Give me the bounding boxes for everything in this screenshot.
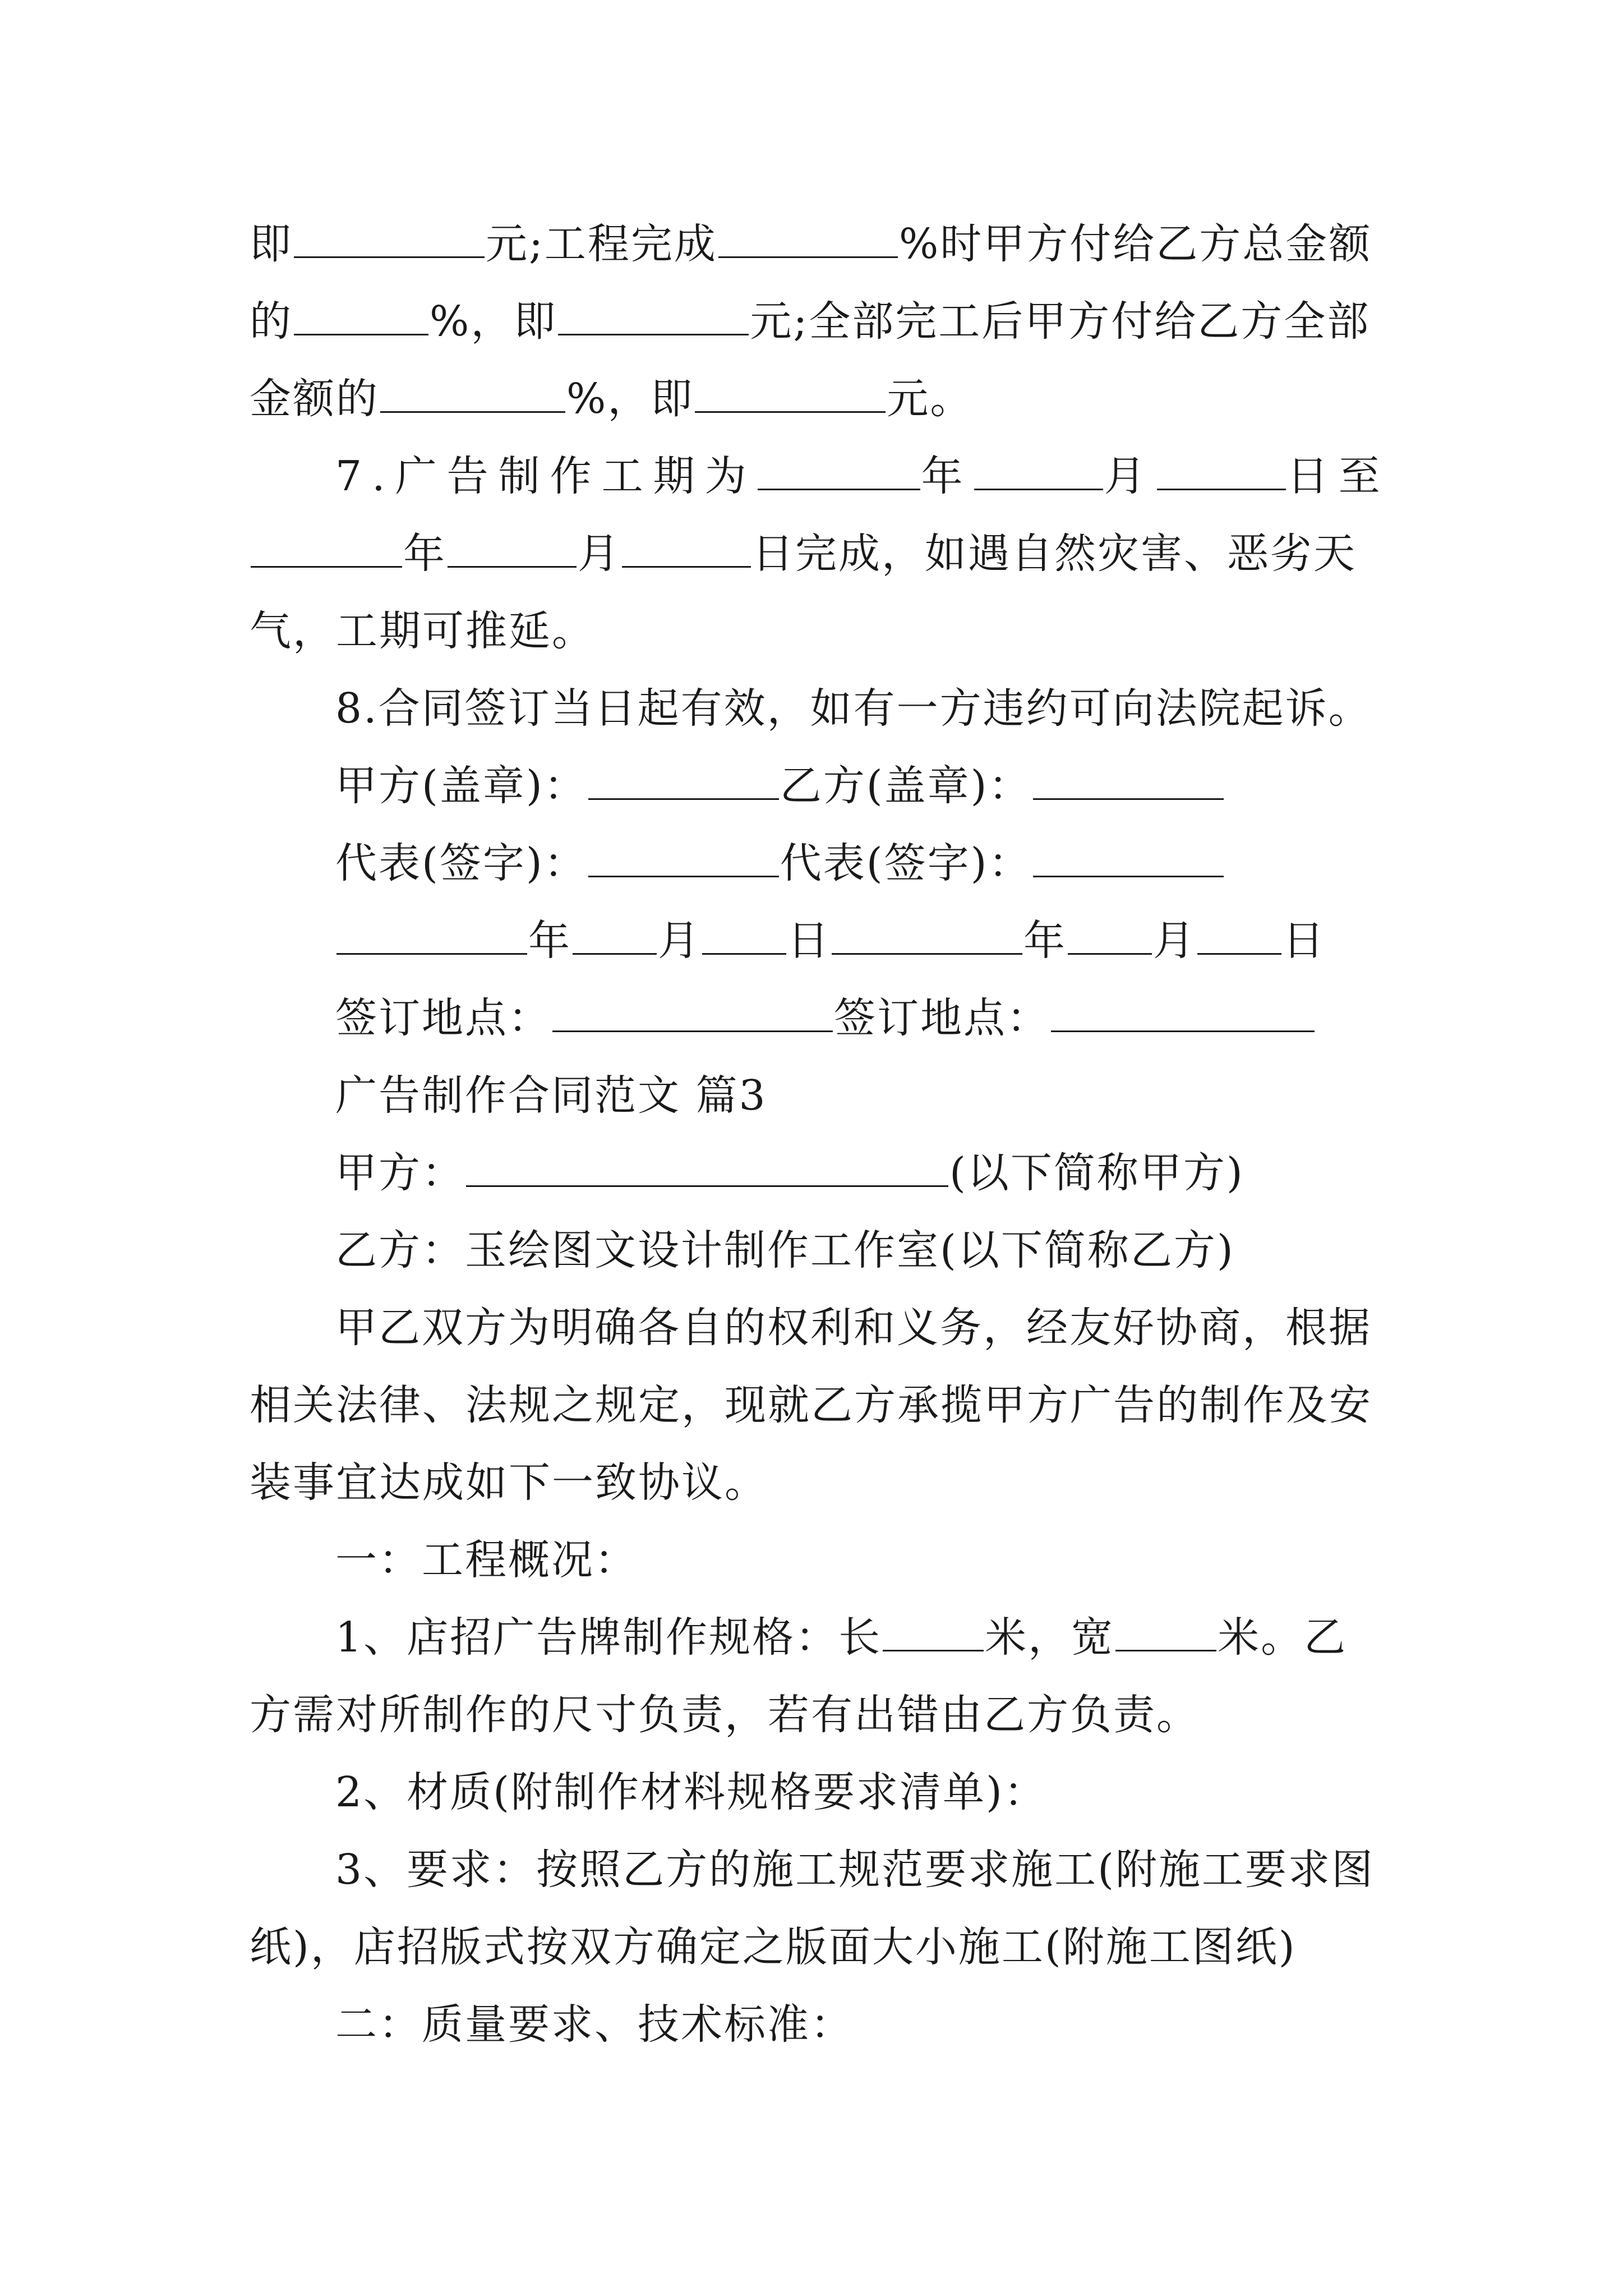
fill-in-blank — [1068, 915, 1152, 955]
text-line — [250, 1681, 1200, 1749]
text-segment: %时甲方付给乙方总金额 — [898, 220, 1372, 268]
text-segment: %，即 — [430, 297, 557, 346]
text-segment: 日 — [787, 917, 831, 965]
text-segment: 的 — [250, 297, 293, 346]
text-segment: 2、材质(附制作材料规格要求清单)： — [335, 1768, 1047, 1816]
text-segment: (以下简称甲方) — [949, 1149, 1244, 1197]
signature-line-date — [335, 907, 1326, 974]
fill-in-blank — [466, 1148, 948, 1187]
fill-in-blank — [974, 451, 1103, 490]
text-segment: 年 — [1023, 917, 1067, 965]
text-line — [250, 597, 595, 665]
text-segment: 元;工程完成 — [486, 220, 717, 268]
text-segment: 签订地点： — [834, 994, 1050, 1042]
text-line — [250, 1913, 1297, 1981]
signature-line-representative — [335, 830, 1225, 897]
text-segment: 月 — [658, 917, 701, 965]
text-segment: 装事宜达成如下一致协议。 — [250, 1458, 768, 1507]
text-line — [335, 1294, 1372, 1361]
signature-line-place — [335, 984, 1316, 1052]
fill-in-blank — [380, 374, 565, 413]
text-segment: 月 — [1104, 452, 1156, 500]
text-segment: 甲乙双方为明确各自的权利和义务，经友好协商，根据 — [335, 1304, 1372, 1352]
party-b-line — [335, 1217, 1235, 1284]
text-segment: 日 — [1283, 917, 1326, 965]
text-segment: 3、要求：按照乙方的施工规范要求施工(附施工要求图 — [335, 1846, 1375, 1894]
text-segment: 甲方(盖章)： — [335, 762, 587, 810]
fill-in-blank — [588, 838, 779, 877]
text-line — [250, 288, 1370, 355]
text-segment: 米，宽 — [985, 1613, 1115, 1662]
text-line — [250, 1449, 768, 1516]
text-segment: 年 — [921, 452, 973, 500]
fill-in-blank — [573, 915, 657, 955]
text-segment: 8.合同签订当日起有效，如有一方违约可向法院起诉。 — [335, 684, 1372, 733]
text-segment: 日完成，如遇自然灾害、恶劣天 — [752, 530, 1357, 578]
fill-in-blank — [695, 374, 886, 413]
text-line — [335, 675, 1372, 742]
text-segment: 米。乙 — [1218, 1613, 1348, 1662]
fill-in-blank — [552, 993, 833, 1032]
text-segment: 气，工期可推延。 — [250, 607, 595, 655]
fill-in-blank — [883, 1612, 984, 1651]
party-a-line — [335, 1139, 1244, 1207]
fill-in-blank — [1033, 761, 1224, 800]
text-segment: 代表(签字)： — [335, 839, 587, 887]
text-segment: 元。 — [887, 375, 974, 423]
fill-in-blank — [1197, 915, 1281, 955]
fill-in-blank — [336, 915, 527, 955]
text-segment: 1、店招广告牌制作规格：长 — [335, 1613, 882, 1662]
fill-in-blank — [1115, 1612, 1216, 1651]
text-line — [250, 1372, 1372, 1439]
section-heading — [335, 1526, 638, 1594]
text-segment: 月 — [578, 530, 621, 578]
text-segment: 乙方(盖章)： — [780, 762, 1032, 810]
text-segment: 广告制作合同范文 篇3 — [335, 1071, 767, 1120]
fill-in-blank — [832, 915, 1022, 955]
text-segment: 纸)，店招版式按双方确定之版面大小施工(附施工图纸) — [250, 1923, 1297, 1971]
text-segment: 元;全部完工后甲方付给乙方全部 — [750, 297, 1371, 346]
text-segment: 乙方：玉绘图文设计制作工作室(以下简称乙方) — [335, 1226, 1235, 1274]
text-segment: 签订地点： — [335, 994, 551, 1042]
fill-in-blank — [1033, 838, 1224, 877]
signature-line-seal — [335, 752, 1225, 820]
fill-in-blank — [758, 451, 920, 490]
fill-in-blank — [702, 915, 786, 955]
text-segment: 代表(签字)： — [780, 839, 1032, 887]
fill-in-blank — [1157, 451, 1286, 490]
text-line — [335, 1836, 1375, 1903]
text-line — [335, 1604, 1347, 1671]
text-segment: %，即 — [566, 375, 694, 423]
fill-in-blank — [1051, 993, 1315, 1032]
fill-in-blank — [588, 761, 779, 800]
fill-in-blank — [251, 528, 402, 568]
section-heading — [335, 1991, 854, 2058]
text-segment: 年 — [528, 917, 571, 965]
text-segment: 二：质量要求、技术标准： — [335, 2000, 854, 2049]
text-segment: 甲方： — [335, 1149, 465, 1197]
text-line — [335, 1759, 1047, 1826]
text-segment: 方需对所制作的尺寸负责，若有出错由乙方负责。 — [250, 1691, 1200, 1739]
text-segment: 一：工程概况： — [335, 1536, 638, 1584]
text-segment: 年 — [403, 530, 446, 578]
fill-in-blank — [294, 296, 428, 335]
text-line — [250, 520, 1357, 587]
text-segment: 即 — [250, 220, 293, 268]
text-segment: 月 — [1153, 917, 1196, 965]
text-segment: 日至 — [1287, 452, 1390, 500]
fill-in-blank — [294, 219, 485, 258]
fill-in-blank — [718, 219, 898, 258]
text-segment: 7.广告制作工期为 — [335, 452, 757, 500]
text-line — [250, 365, 973, 432]
section-heading — [335, 1062, 767, 1129]
text-segment: 相关法律、法规之规定，现就乙方承揽甲方广告的制作及安 — [250, 1381, 1372, 1429]
text-line — [335, 443, 1390, 510]
text-line — [250, 210, 1372, 278]
text-segment: 金额的 — [250, 375, 379, 423]
fill-in-blank — [448, 528, 577, 568]
fill-in-blank — [622, 528, 751, 568]
fill-in-blank — [558, 296, 749, 335]
